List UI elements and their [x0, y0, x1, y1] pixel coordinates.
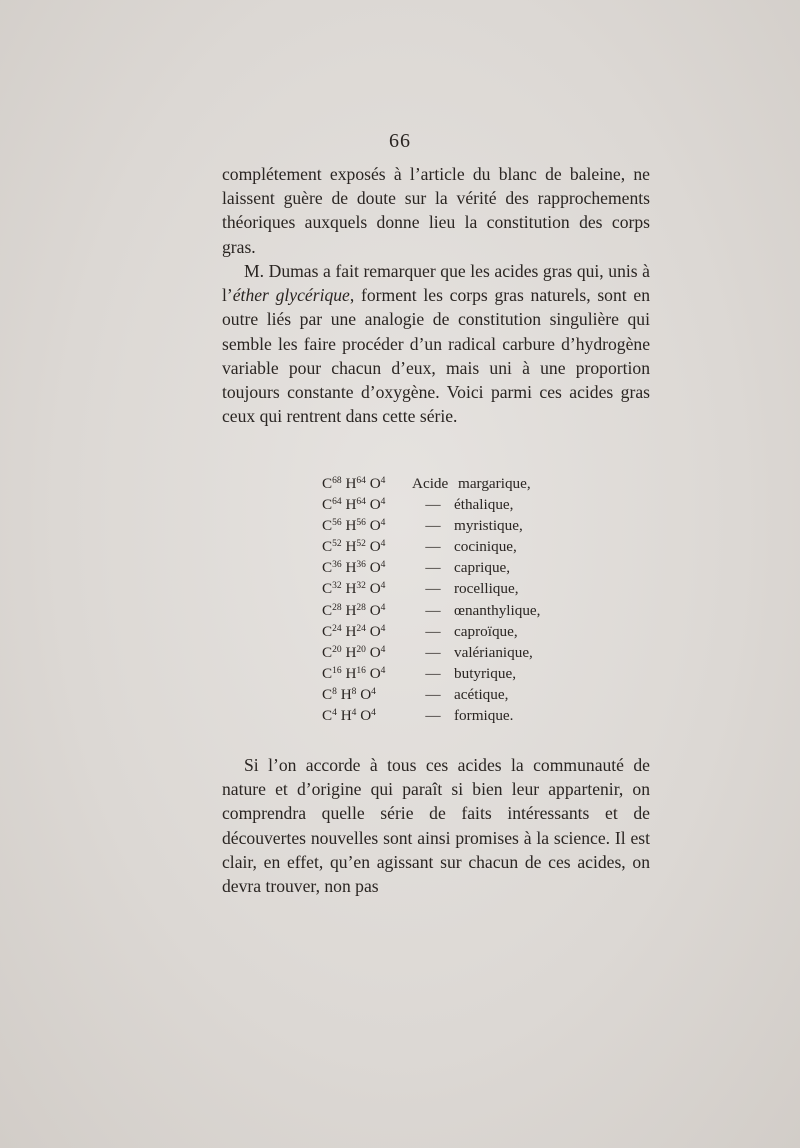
acid-prefix: — [425, 643, 441, 661]
paragraph-dumas-remark [222, 259, 650, 428]
hydrogen-count: 36 [356, 560, 366, 571]
element-hydrogen: H [345, 538, 357, 556]
chemical-formula [322, 557, 412, 578]
acid-prefix: — [425, 538, 441, 556]
element-carbon: C [322, 664, 333, 682]
acid-prefix: — [425, 580, 441, 598]
element-hydrogen: H [345, 496, 357, 514]
acid-row [322, 705, 540, 726]
element-hydrogen: H [340, 707, 352, 725]
element-hydrogen: H [345, 601, 357, 619]
acid-name: formique. [454, 707, 514, 725]
acid-row [322, 578, 540, 599]
acid-name: myristique, [454, 517, 523, 535]
carbon-count: 68 [332, 476, 342, 486]
chemical-formula [322, 663, 412, 684]
chemical-formula [322, 705, 412, 726]
paragraph-text: complétement exposés à l’article du blanc de baleine, ne laissent guère de doute sur la vérité des rapprochements théoriques auxquels donne lieu la constitution des corps gras. [222, 164, 650, 257]
chemical-formula [322, 621, 412, 642]
element-carbon: C [322, 707, 333, 725]
acid-prefix: — [425, 517, 441, 535]
acid-row [322, 642, 540, 663]
acid-row [322, 557, 540, 578]
hydrogen-count: 16 [356, 665, 366, 676]
element-carbon: C [322, 538, 333, 556]
oxygen-count: 4 [371, 708, 376, 719]
carbon-count: 52 [332, 539, 342, 550]
acid-row [322, 663, 540, 684]
element-hydrogen: H [345, 517, 357, 535]
element-oxygen: O [369, 601, 381, 619]
paragraph-text: Si l’on accorde à tous ces acides la communauté de nature et d’origine qui paraît si bien leur appartenir, on comprendra quelle série de faits intéressants et de découvertes nouvelles sont ainsi promises à la science. Il est clair, en effet, qu’en agissant sur chacun de ces acides, on devra trouver, non pas [222, 755, 650, 897]
carbon-count: 16 [332, 665, 342, 676]
oxygen-count: 4 [380, 476, 386, 486]
carbon-count: 36 [332, 560, 342, 571]
hydrogen-count: 28 [356, 602, 366, 613]
element-oxygen: O [369, 622, 381, 640]
oxygen-count: 4 [380, 560, 386, 571]
oxygen-count: 4 [371, 686, 376, 697]
element-oxygen: O [369, 475, 381, 492]
element-oxygen: O [369, 580, 381, 598]
chemical-formula [322, 578, 412, 599]
paragraph-conclusion [222, 753, 650, 898]
element-carbon: C [322, 517, 333, 535]
hydrogen-count: 56 [356, 518, 366, 529]
element-oxygen: O [360, 685, 372, 703]
acid-row [322, 621, 540, 642]
italic-term: éther glycérique [232, 285, 350, 306]
acid-name: caprique, [454, 559, 511, 577]
acid-prefix: — [425, 685, 441, 703]
hydrogen-count: 20 [356, 644, 366, 655]
element-oxygen: O [369, 517, 381, 535]
element-hydrogen: H [345, 643, 357, 661]
element-hydrogen: H [345, 622, 357, 640]
element-hydrogen: H [345, 559, 357, 577]
element-oxygen: O [369, 559, 381, 577]
page-number: 66 [389, 130, 411, 152]
carbon-count: 8 [332, 686, 337, 697]
carbon-count: 56 [332, 518, 342, 529]
oxygen-count: 4 [380, 581, 386, 592]
acid-name: margarique, [458, 475, 531, 492]
hydrogen-count: 64 [356, 476, 366, 486]
element-oxygen: O [369, 664, 381, 682]
element-carbon: C [322, 475, 333, 492]
element-carbon: C [322, 601, 333, 619]
text-run: M. Dumas a fait remarquer que les acides gras qui, unis à l’ [222, 261, 650, 306]
element-hydrogen: H [345, 664, 357, 682]
hydrogen-count: 64 [356, 497, 366, 508]
acid-prefix: — [425, 622, 441, 640]
element-oxygen: O [369, 643, 381, 661]
hydrogen-count: 24 [356, 623, 366, 634]
paragraph-continued [222, 162, 650, 259]
acid-name: éthalique, [454, 496, 514, 514]
element-oxygen: O [360, 707, 372, 725]
hydrogen-count: 8 [351, 686, 357, 697]
hydrogen-count: 52 [356, 539, 366, 550]
oxygen-count: 4 [380, 602, 386, 613]
element-carbon: C [322, 496, 333, 514]
acid-prefix: — [425, 601, 441, 619]
paragraph-text [222, 259, 650, 428]
acid-row [322, 515, 540, 536]
chemical-formula [322, 642, 412, 663]
acid-row [322, 600, 540, 621]
element-carbon: C [322, 622, 333, 640]
hydrogen-count: 4 [351, 708, 357, 719]
element-oxygen: O [369, 496, 381, 514]
acid-row [322, 473, 540, 494]
carbon-count: 20 [332, 644, 342, 655]
oxygen-count: 4 [380, 497, 386, 508]
acid-row [322, 536, 540, 557]
oxygen-count: 4 [380, 665, 386, 676]
chemical-formula [322, 515, 412, 536]
acid-row [322, 684, 540, 705]
chemical-formula [322, 473, 412, 494]
carbon-count: 64 [332, 497, 342, 508]
acid-name: cocinique, [454, 538, 517, 556]
carbon-count: 24 [332, 623, 342, 634]
element-oxygen: O [369, 538, 381, 556]
acid-prefix: — [425, 496, 441, 514]
element-carbon: C [322, 559, 333, 577]
acid-row [322, 494, 540, 515]
acid-name: acétique, [454, 685, 509, 703]
oxygen-count: 4 [380, 623, 386, 634]
chemical-formula [322, 536, 412, 557]
acid-name: valérianique, [454, 643, 533, 661]
acid-prefix: Acide [412, 475, 449, 492]
chemical-formula [322, 600, 412, 621]
carbon-count: 32 [332, 581, 342, 592]
carbon-count: 28 [332, 602, 342, 613]
element-hydrogen: H [345, 475, 357, 492]
oxygen-count: 4 [380, 539, 386, 550]
acid-name: caproïque, [454, 622, 518, 640]
acid-name: butyrique, [454, 664, 517, 682]
chemical-formula [322, 684, 412, 705]
carbon-count: 4 [332, 708, 337, 719]
fatty-acid-series-table [322, 473, 540, 726]
acid-prefix: — [425, 664, 441, 682]
oxygen-count: 4 [380, 518, 386, 529]
text-run: , forment les corps gras naturels, sont en outre liés par une analogie de constitution singulière qui semble les faire procéder d’un radical carbure d’hydrogène variable pour chacun d’eux, mais uni à une proportion toujours constante d’oxygène. Voici parmi ces acides gras ceux qui rentrent dans cette série. [222, 285, 650, 427]
oxygen-count: 4 [380, 644, 386, 655]
acid-name: rocellique, [454, 580, 519, 598]
acid-name: œnanthylique, [454, 601, 541, 619]
element-carbon: C [322, 580, 333, 598]
element-hydrogen: H [340, 685, 352, 703]
hydrogen-count: 32 [356, 581, 366, 592]
acid-prefix: — [425, 559, 441, 577]
element-hydrogen: H [345, 580, 357, 598]
element-carbon: C [322, 643, 333, 661]
acid-prefix: — [425, 707, 441, 725]
element-carbon: C [322, 685, 333, 703]
chemical-formula [322, 494, 412, 515]
